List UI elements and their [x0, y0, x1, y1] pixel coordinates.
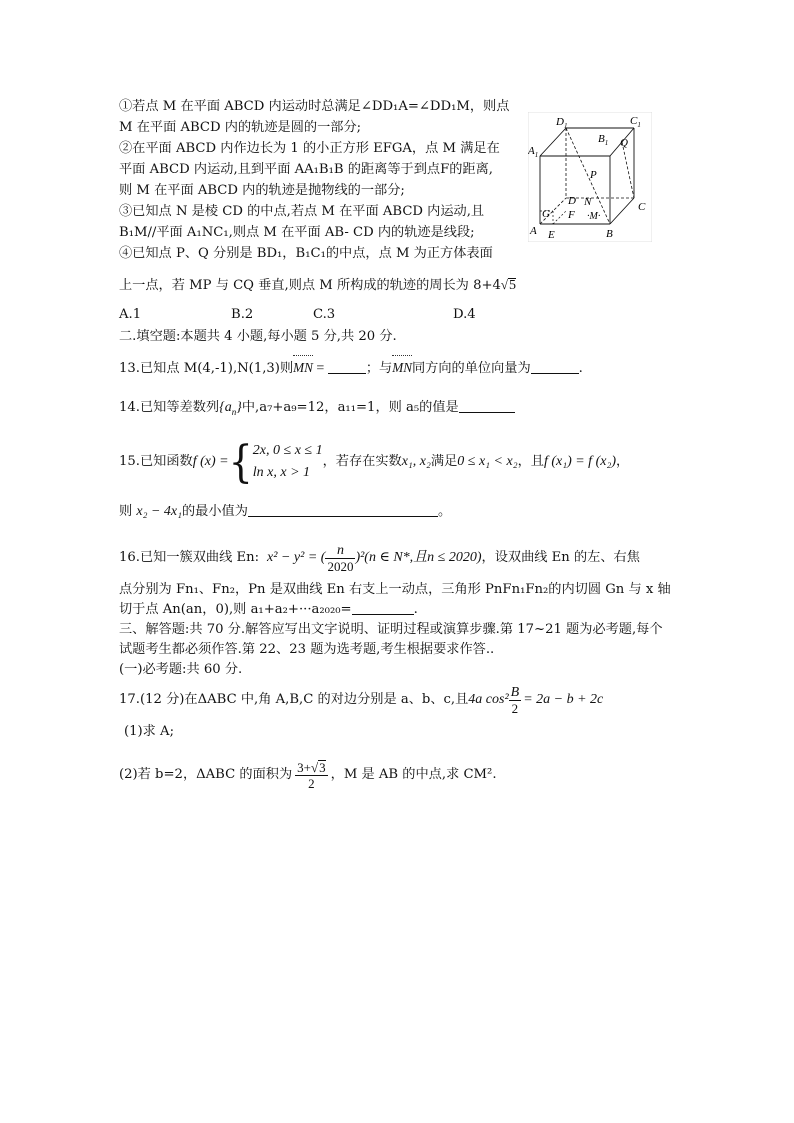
- q12-statement-4-line-1: ④已知点 P、Q 分别是 BD₁，B₁C₁的中点，点 M 为正方体表面: [119, 246, 493, 261]
- q17-part-2: (2)若 b=2，ΔABC 的面积为 $\frac{3+√3}{2}$ ，M 是 AB 的中点,求 CM².: [119, 759, 497, 791]
- q17-math-left: 4a cos²: [468, 692, 509, 707]
- q16-equation-right: )²(n ∈ N*,且n ≤ 2020): [355, 550, 482, 565]
- q12-statement-1-line-1: ①若点 M 在平面 ABCD 内运动时总满足∠DD₁A=∠DD₁M，则点: [119, 99, 510, 114]
- q15-function: f (x) =: [192, 454, 229, 469]
- label-q: Q: [620, 137, 628, 149]
- question-14: [119, 398, 515, 422]
- section-3-line-1: 三、解答题:共 70 分.解答应写出文字说明、证明过程或演算步骤.第 17~21 题为必考题,每个: [119, 622, 663, 637]
- vector-mn-2: MN: [392, 358, 412, 378]
- q15-vars: x₁, x₂: [401, 454, 431, 469]
- section-3-line-2: 试题考生都必须作答.第 22、23 题为选考题,考生根据要求作答..: [119, 642, 495, 657]
- q12-statement-2-line-2: 平面 ABCD 内运动,且到平面 AA₁B₁B 的距离等于到点F的距离,: [119, 162, 493, 177]
- q12-sqrt-value: 5: [509, 278, 517, 293]
- option-d: D.4: [453, 307, 476, 322]
- q12-statement-3-line-1: ③已知点 N 是棱 CD 的中点,若点 M 在平面 ABCD 内运动,且: [119, 204, 485, 219]
- q17-fraction: $\frac{B}{2}$: [510, 684, 520, 716]
- q17-math-right: = 2a − b + 2c: [523, 692, 604, 707]
- q17-part-1: (1)求 A;: [124, 724, 175, 739]
- q12-statement-4-text: 上一点，若 MP 与 CQ 垂直,则点 M 所构成的轨迹的周长为 8+4: [119, 278, 501, 293]
- q17-prefix: 17.(12 分)在ΔABC 中,角 A,B,C 的对边分别是 a、b、c,且: [119, 692, 469, 707]
- q15-equation: f (x₁) = f (x₂): [543, 454, 616, 469]
- q16-fraction: $\frac{n}{2020}$: [327, 542, 354, 574]
- label-a1: $A_1$: [528, 145, 539, 159]
- q12-statement-2-line-3: 则 M 在平面 ABCD 内的轨迹是抛物线的一部分;: [119, 183, 405, 198]
- label-b: B: [606, 228, 613, 240]
- label-n: N: [584, 196, 592, 208]
- q15-inequality: 0 ≤ x₁ < x₂: [457, 454, 518, 469]
- q15-prefix: 15.已知函数: [119, 454, 193, 469]
- section-3-line-3: (一)必考题:共 60 分.: [119, 662, 243, 677]
- q12-statement-2-line-1: ②在平面 ABCD 内作边长为 1 的小正方形 EFGA，点 M 满足在: [119, 141, 500, 156]
- q16-prefix: 16.已知一簇双曲线 En:: [119, 550, 260, 565]
- q12-statement-4-line-2: 上一点，若 MP 与 CQ 垂直,则点 M 所构成的轨迹的周长为 8+4√5: [119, 277, 517, 293]
- vector-mn: MN: [293, 358, 313, 378]
- label-c1: $C_1$: [630, 115, 641, 129]
- q15-blank[interactable]: [248, 502, 438, 517]
- option-c: C.3: [313, 307, 336, 322]
- option-b: B.2: [231, 307, 254, 322]
- label-d: D: [568, 195, 576, 207]
- q14-condition: 中,a₇+a₉=12，a₁₁=1，则 a₅的值是: [241, 400, 459, 415]
- q15-case-1: 2x, 0 ≤ x ≤ 1: [252, 443, 323, 458]
- q15-mid3: ，且: [517, 454, 544, 469]
- label-d1: $D_1$: [556, 116, 568, 130]
- q15-piecewise: [253, 440, 323, 484]
- q16-suffix: ，设双曲线 En 的左、右焦: [481, 550, 640, 565]
- question-13: 13.已知点 M(4,-1),N(1,3)则MN = ；与MN同方向的单位向量为 .: [119, 360, 583, 376]
- q17-area-fraction: $\frac{3+√3}{2}$: [297, 759, 326, 791]
- question-15-line-2: 则 x₂ − 4x₁的最小值为 。: [119, 504, 452, 519]
- q15-brace: {: [228, 436, 253, 488]
- label-p: P: [590, 169, 597, 181]
- label-g: G: [542, 208, 550, 220]
- label-e: E: [548, 229, 555, 241]
- label-b1: $B_1$: [598, 133, 609, 147]
- q14-prefix: 14.已知等差数列: [119, 400, 220, 415]
- label-c: C: [638, 201, 646, 213]
- label-a: A: [530, 225, 537, 237]
- q15-case-2: ln x, x > 1: [252, 465, 311, 480]
- question-17: [119, 683, 603, 717]
- q13-suffix: 同方向的单位向量为: [411, 361, 531, 376]
- q15-mid: ，若存在实数: [322, 454, 402, 469]
- q16-blank[interactable]: [352, 600, 414, 615]
- q13-mid: ；与: [365, 361, 393, 376]
- question-16-line-3: 切于点 An(an，0),则 a₁+a₂+···a₂₀₂₀= .: [119, 602, 418, 617]
- q13-equals: =: [312, 361, 328, 376]
- q13-prefix: 13.已知点 M(4,-1),N(1,3)则: [119, 361, 294, 376]
- q14-sequence: $\{a_n\}$: [219, 400, 242, 417]
- q13-blank-2[interactable]: [531, 359, 579, 374]
- q12-statement-3-line-2: B₁M//平面 A₁NC₁,则点 M 在平面 AB- CD 内的轨迹是线段;: [119, 225, 475, 240]
- q12-statement-1-line-2: M 在平面 ABCD 内的轨迹是圆的一部分;: [119, 120, 362, 135]
- label-f: F: [568, 209, 575, 221]
- q15-mid2: 满足: [430, 454, 458, 469]
- q13-blank-1[interactable]: [328, 359, 366, 374]
- question-16: [119, 540, 640, 576]
- cube-figure: [528, 112, 652, 242]
- section-2-title: 二.填空题:本题共 4 小题,每小题 5 分,共 20 分.: [119, 329, 397, 344]
- q14-blank[interactable]: [459, 398, 515, 413]
- q16-equation-left: x² − y² = (: [267, 550, 326, 565]
- label-m: ·M·: [587, 211, 601, 222]
- q15-expression: x₂ − 4x₁: [136, 504, 182, 519]
- question-16-line-2: 点分别为 Fn₁、Fn₂，Pn 是双曲线 En 右支上一动点，三角形 PnFn₁Fn₂的内切圆 Gn 与 x 轴: [119, 582, 671, 597]
- option-a: A.1: [119, 307, 142, 322]
- question-15: 15.已知函数 f (x) = { 2x, 0 ≤ x ≤ 1 ln x, x > 1 ，若存在实数 x₁, x₂ 满足 0 ≤ x₁ < x₂ ，且 f (x₁) = f (x₂) ，: [119, 436, 630, 488]
